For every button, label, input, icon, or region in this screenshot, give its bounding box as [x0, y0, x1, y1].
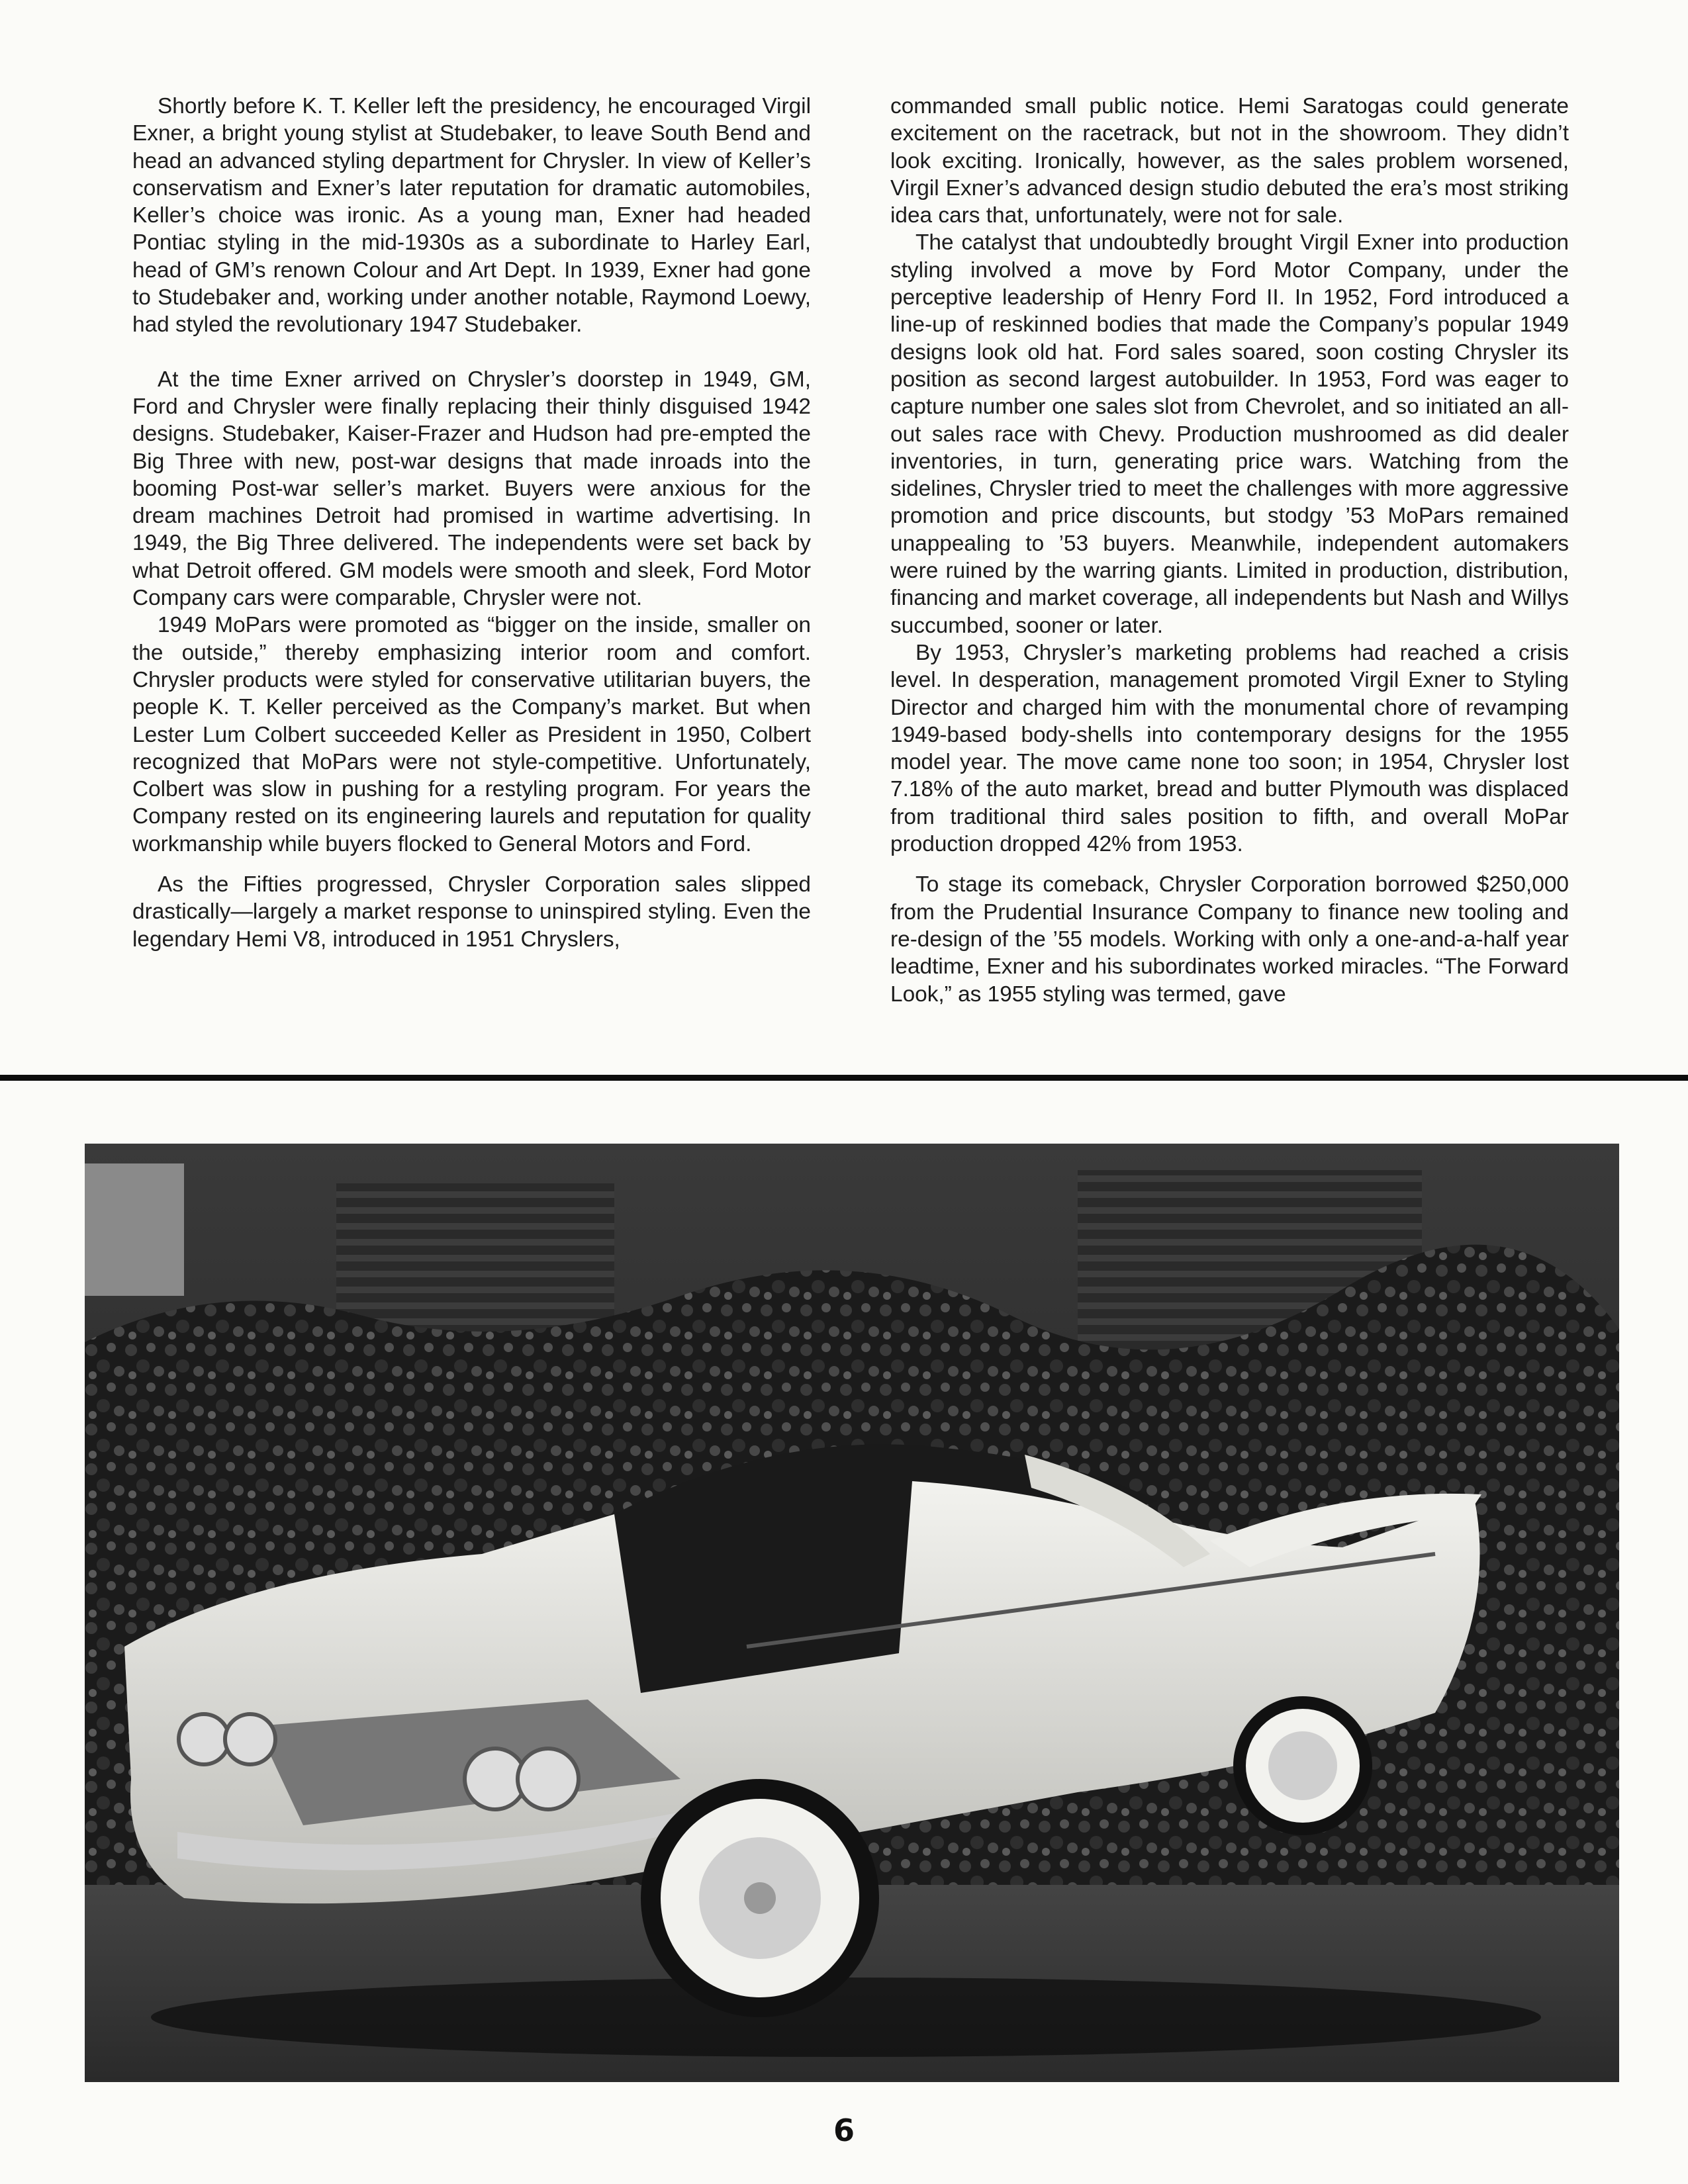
- paragraph-fifties-sales: As the Fifties progressed, Chrysler Corporation sales slipped drastically—largely a market response to uninspired styling. Even the legendary Hemi V8, introduced in 1951 Chryslers,: [132, 872, 811, 952]
- paragraph-exner-arrival: At the time Exner arrived on Chrysler’s doorstep in 1949, GM, Ford and Chrysler were finally replacing their thinly disguised 1942 designs. Studebaker, Kaiser-Frazer and Hudson had pre-empted the Big Three with new, post-war designs that made inroads into the booming Post-war seller’s market. Buyers were anxious for the dream machines Detroit had promised in wartime advertising. In 1949, the Big Three delivered. The independents were set back by what Detroit offered. GM models were smooth and sleek, Ford Motor Company cars were comparable, Chrysler were not.: [132, 367, 811, 611]
- background-building: [85, 1163, 184, 1296]
- paragraph-comeback: To stage its comeback, Chrysler Corporation borrowed $250,000 from the Prudential Insurance Company to finance new tooling and re-design of the ’55 models. Working with only a one-and-a-half year leadtime, Exner and his subordinates worked miracles. “The Forward Look,” as 1955 styling was termed, gave: [890, 872, 1569, 1007]
- article-text: [132, 93, 1569, 1069]
- paragraph-1953-crisis: By 1953, Chrysler’s marketing problems had reached a crisis level. In desperation, management promoted Virgil Exner to Styling Director and charged him with the monumental chore of revamping 1949-based body-shells into contemporary designs for the 1955 model year. The move came none too soon; in 1954, Chrysler lost 7.18% of the auto market, bread and butter Plymouth was displaced from traditional third sales position to fifth, and overall MoPar production dropped 42% from 1953.: [890, 640, 1569, 857]
- paragraph-keller-exner: Shortly before K. T. Keller left the presidency, he encouraged Virgil Exner, a bright young stylist at Studebaker, to leave South Bend and head an advanced styling department for Chrysler. In view of Keller’s conservatism and Exner’s later reputation for dramatic automobiles, Keller’s choice was ironic. As a young man, Exner had headed Pontiac styling in the mid-1930s as a subordinate to Harley Earl, head of GM’s renown Colour and Art Dept. In 1939, Exner had gone to Studebaker and, working under another notable, Raymond Loewy, had styled the revolutionary 1947 Studebaker.: [132, 94, 811, 338]
- right-column: [890, 93, 1569, 1069]
- paragraph-1949-mopars: 1949 MoPars were promoted as “bigger on the inside, smaller on the outside,” thereby emphasizing interior room and comfort. Chrysler products were styled for conservative utilitarian buyers, the people K. T. Keller perceived as the Company’s market. But when Lester Lum Colbert succeeded Keller as President in 1950, Colbert recognized that MoPars were not style-competitive. Unfortunately, Colbert was slow in pushing for a restyling program. For years the Company rested on its engineering laurels and reputation for quality workmanship while buyers flocked to General Motors and Ford.: [132, 613, 811, 856]
- paragraph-hemi-notice: commanded small public notice. Hemi Saratogas could generate excitement on the racetrack, but not in the showroom. They didn’t look exciting. Ironically, however, as the sales problem worsened, Virgil Exner’s advanced design studio debuted the era’s most striking idea cars that, unfortunately, were not for sale.: [890, 94, 1569, 228]
- imperial-hardtop-photo: [85, 1144, 1619, 2082]
- paragraph-ford-catalyst: The catalyst that undoubtedly brought Virgil Exner into production styling involved a move by Ford Motor Company, under the perceptive leadership of Henry Ford II. In 1952, Ford introduced a line-up of reskinned bodies that made the Company’s popular 1949 designs look old hat. Ford sales soared, soon costing Chrysler its position as second largest autobuilder. In 1953, Ford was eager to capture number one sales slot from Chevrolet, and so initiated an all-out sales race with Chevy. Production mushroomed as did dealer inventories, in turn, generating price wars. Watching from the sidelines, Chrysler tried to meet the challenges with more aggressive promotion and price discounts, but stodgy ’53 MoPars remained unappealing to ’53 buyers. Meanwhile, independent automakers were ruined by the warring giants. Limited in production, distribution, financing and market coverage, all independents but Nash and Willys succumbed, sooner or later.: [890, 230, 1569, 638]
- section-divider: [0, 1075, 1688, 1081]
- car-photograph: [85, 1144, 1619, 2082]
- page-number: 6: [833, 2113, 855, 2148]
- left-column: [132, 93, 811, 1069]
